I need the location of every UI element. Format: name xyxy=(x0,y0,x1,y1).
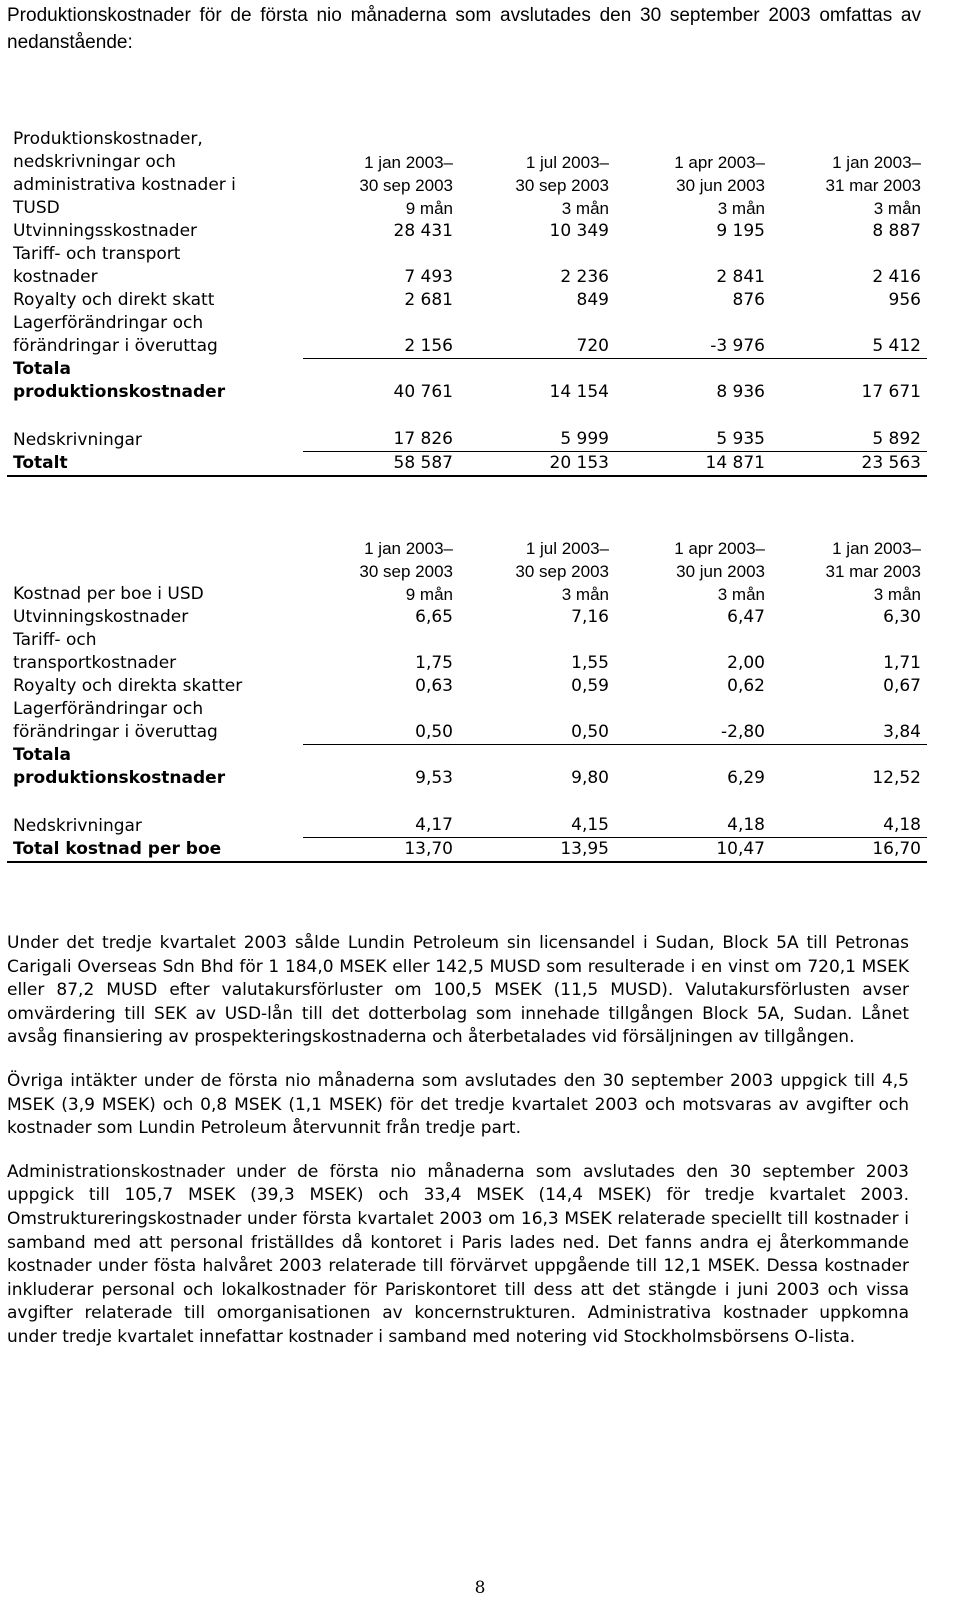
spacer-cell xyxy=(771,790,927,814)
spacer-cell xyxy=(615,790,771,814)
value-cell: 720 xyxy=(459,312,615,358)
text-line: Tariff- och transport xyxy=(13,244,181,264)
value-cell: 6,47 xyxy=(727,607,765,627)
value-cell: 23 563 xyxy=(771,452,927,477)
text-line: 30 jun 2003 xyxy=(676,562,765,581)
value-cell: 28 431 xyxy=(393,221,453,241)
value-cell: 4,18 xyxy=(771,814,927,838)
row-label xyxy=(7,744,303,790)
spacer-cell xyxy=(303,790,459,814)
text-line: kostnader xyxy=(13,267,98,287)
value-cell: 14 154 xyxy=(549,382,609,402)
production-cost-table xyxy=(7,128,927,477)
value-cell: 6,65 xyxy=(415,607,453,627)
spacer-row xyxy=(7,790,927,814)
period-header xyxy=(459,537,615,606)
header-label xyxy=(7,537,303,606)
value-cell: 16,70 xyxy=(771,838,927,863)
text-line: 3 mån xyxy=(717,585,765,604)
text-line: produktionskostnader xyxy=(13,768,226,788)
value-cell: 8 936 xyxy=(716,382,765,402)
period-header xyxy=(615,537,771,606)
text-line: Royalty och direkt skatt xyxy=(13,290,215,310)
text-line: 1 jan 2003– xyxy=(364,539,453,558)
spacer-cell xyxy=(771,404,927,428)
value-cell: 1,55 xyxy=(571,653,609,673)
table-row xyxy=(7,289,927,312)
text-line: 1 jul 2003– xyxy=(525,153,609,172)
value-cell: 0,63 xyxy=(415,676,453,696)
intro-text: Produktionskostnader för de första nio månaderna som avslutades den 30 september 2003 omfattas av nedanstående: xyxy=(7,5,921,53)
text-line: 30 sep 2003 xyxy=(359,176,453,195)
row-label xyxy=(7,606,303,629)
row-label xyxy=(7,814,303,838)
value-cell: 4,15 xyxy=(459,814,615,838)
period-header xyxy=(303,128,459,220)
text-line: 1 jan 2003– xyxy=(832,539,921,558)
spacer-cell xyxy=(7,790,303,814)
row-label xyxy=(7,220,303,243)
text-line: Total kostnad per boe xyxy=(13,839,222,859)
value-cell: 4,17 xyxy=(303,814,459,838)
table-row xyxy=(7,452,927,477)
table-row xyxy=(7,220,927,243)
value-cell: 2 416 xyxy=(872,267,921,287)
text-line: 3 mån xyxy=(561,585,609,604)
value-cell: 5 935 xyxy=(615,428,771,452)
value-cell: 17 671 xyxy=(861,382,921,402)
period-header xyxy=(771,537,927,606)
paragraph-admin-costs: Administrationskostnader under de första nio månaderna som avslutades den 30 september 2003 uppgick till 105,7 MSEK (39,3 MSEK) och 33,4 MSEK (14,4 MSEK) för tredje kvartalet 2003. Omstruktureringskostnader under första kvartalet 2003 om 16,3 MSEK relaterade speciellt till kostnader i samband med att personal friställdes då kontoret i Paris lades ned. Det fanns andra ej återkommande kostnader under fösta halvåret 2003 relaterade till förvärvet uppgående till 12,1 MSEK. Dessa kostnader inkluderar personal och lokalkostnader för Pariskontoret till dess att det stängde i juni 2003 och vissa avgifter relaterade till omorganisationen av koncernstrukturen. Administrativa kostnader uppkomna under tredje kvartalet innefattar kostnader i samband med notering vid Stockholmsbörsens O-lista. xyxy=(7,1161,909,1347)
row-label xyxy=(7,629,303,675)
table-row xyxy=(7,606,927,629)
text-line: 30 sep 2003 xyxy=(359,562,453,581)
value-cell: 6,29 xyxy=(727,768,765,788)
text-line: Utvinningsskostnader xyxy=(13,221,198,241)
spacer-cell xyxy=(615,404,771,428)
text-line: produktionskostnader xyxy=(13,382,226,402)
value-cell: 7 493 xyxy=(404,267,453,287)
period-header xyxy=(771,128,927,220)
value-cell: 1,71 xyxy=(883,653,921,673)
table-row xyxy=(7,312,927,358)
text-line: Utvinningskostnader xyxy=(13,607,189,627)
text-line: 30 sep 2003 xyxy=(515,176,609,195)
row-label xyxy=(7,675,303,698)
text-line: transportkostnader xyxy=(13,653,177,673)
body-text xyxy=(7,932,909,1370)
text-line: 3 mån xyxy=(873,585,921,604)
period-header xyxy=(303,537,459,606)
text-line: 31 mar 2003 xyxy=(825,176,921,195)
value-cell: 5 999 xyxy=(459,428,615,452)
row-label xyxy=(7,452,303,477)
table-row xyxy=(7,814,927,838)
table-row xyxy=(7,243,927,289)
value-cell: 17 826 xyxy=(303,428,459,452)
value-cell: 20 153 xyxy=(459,452,615,477)
text-line: Totala xyxy=(13,359,71,379)
text-line: 3 mån xyxy=(561,199,609,218)
value-cell: 0,67 xyxy=(883,676,921,696)
period-header xyxy=(459,128,615,220)
text-line: Tariff- och xyxy=(13,630,97,650)
paragraph-sudan-sale: Under det tredje kvartalet 2003 sålde Lundin Petroleum sin licensandel i Sudan, Block 5A till Petronas Carigali Overseas Sdn Bhd för 1 184,0 MSEK eller 142,5 MUSD som resulterade i en vinst om 720,1 MSEK eller 87,2 MUSD efter valutakursförluster om 100,5 MSEK (11,5 MUSD). Valutakursförlusten avser omvärdering till SEK av USD-lån till det dotterbolag som innehade tillgången Block 5A, Sudan. Lånet avsåg finansiering av prospekteringskostnaderna och återbetalades vid försäljningen av tillgången. xyxy=(7,933,909,1048)
value-cell: 5 892 xyxy=(771,428,927,452)
table-row xyxy=(7,358,927,404)
value-cell: 2,00 xyxy=(727,653,765,673)
value-cell: 10,47 xyxy=(615,838,771,863)
row-label xyxy=(7,838,303,863)
text-line: 30 sep 2003 xyxy=(515,562,609,581)
text-line: 1 jul 2003– xyxy=(525,539,609,558)
text-line: 3 mån xyxy=(873,199,921,218)
text-line: nedskrivningar och xyxy=(13,152,176,172)
value-cell: 849 xyxy=(576,290,609,310)
table-row xyxy=(7,675,927,698)
value-cell: 6,30 xyxy=(883,607,921,627)
row-label xyxy=(7,243,303,289)
header-row xyxy=(7,537,927,606)
value-cell: 13,70 xyxy=(303,838,459,863)
value-cell: 0,62 xyxy=(727,676,765,696)
row-label xyxy=(7,428,303,452)
value-cell: 12,52 xyxy=(872,768,921,788)
table-row xyxy=(7,698,927,744)
row-label xyxy=(7,289,303,312)
value-cell: 3,84 xyxy=(771,698,927,744)
cost-per-boe-table xyxy=(7,537,927,863)
text-line: 30 jun 2003 xyxy=(676,176,765,195)
table-row xyxy=(7,838,927,863)
spacer-cell xyxy=(303,404,459,428)
text-line: 31 mar 2003 xyxy=(825,562,921,581)
row-label xyxy=(7,312,303,358)
spacer-cell xyxy=(459,790,615,814)
value-cell: 9,53 xyxy=(415,768,453,788)
value-cell: 4,18 xyxy=(615,814,771,838)
value-cell: 8 887 xyxy=(872,221,921,241)
text-line: administrativa kostnader i xyxy=(13,175,236,195)
text-line: Lagerförändringar och xyxy=(13,313,204,333)
value-cell: 0,59 xyxy=(571,676,609,696)
text-line: 9 mån xyxy=(405,585,453,604)
page-number: 8 xyxy=(474,1578,486,1598)
value-cell: 2 681 xyxy=(404,290,453,310)
value-cell: 2 841 xyxy=(716,267,765,287)
text-line: Totala xyxy=(13,745,71,765)
text-line: Royalty och direkta skatter xyxy=(13,676,243,696)
text-line: Lagerförändringar och xyxy=(13,699,204,719)
value-cell: 956 xyxy=(888,290,921,310)
value-cell: 9 195 xyxy=(716,221,765,241)
value-cell: 2 156 xyxy=(303,312,459,358)
value-cell: 7,16 xyxy=(571,607,609,627)
text-line: 9 mån xyxy=(405,199,453,218)
text-line: Nedskrivningar xyxy=(13,429,142,450)
spacer-cell xyxy=(459,404,615,428)
value-cell: 14 871 xyxy=(615,452,771,477)
text-line: Totalt xyxy=(13,453,68,473)
header-row xyxy=(7,128,927,220)
text-line: 1 apr 2003– xyxy=(674,153,765,172)
row-label xyxy=(7,698,303,744)
value-cell: 58 587 xyxy=(303,452,459,477)
value-cell: 0,50 xyxy=(459,698,615,744)
table-row xyxy=(7,629,927,675)
value-cell: 876 xyxy=(732,290,765,310)
text-line: 3 mån xyxy=(717,199,765,218)
text-line: förändringar i överuttag xyxy=(13,722,218,742)
text-line: 1 jan 2003– xyxy=(832,153,921,172)
text-line: Kostnad per boe i USD xyxy=(13,584,204,604)
table-row xyxy=(7,428,927,452)
value-cell: 40 761 xyxy=(393,382,453,402)
text-line: 1 jan 2003– xyxy=(364,153,453,172)
text-line: Nedskrivningar xyxy=(13,815,142,836)
table-row xyxy=(7,744,927,790)
value-cell: 2 236 xyxy=(560,267,609,287)
period-header xyxy=(615,128,771,220)
value-cell: -3 976 xyxy=(615,312,771,358)
spacer-cell xyxy=(7,404,303,428)
value-cell: 0,50 xyxy=(303,698,459,744)
value-cell: 10 349 xyxy=(549,221,609,241)
value-cell: 13,95 xyxy=(459,838,615,863)
value-cell: 9,80 xyxy=(571,768,609,788)
paragraph-other-income: Övriga intäkter under de första nio månaderna som avslutades den 30 september 2003 uppgick till 4,5 MSEK (3,9 MSEK) och 0,8 MSEK (1,1 MSEK) för det tredje kvartalet 2003 och motsvaras av avgifter och kostnader som Lundin Petroleum återvunnit från tredje part. xyxy=(7,1070,909,1139)
text-line: TUSD xyxy=(13,198,60,218)
value-cell: 1,75 xyxy=(415,653,453,673)
text-line: Produktionskostnader, xyxy=(13,129,203,149)
text-line: förändringar i överuttag xyxy=(13,336,218,356)
value-cell: 5 412 xyxy=(771,312,927,358)
text-line: 1 apr 2003– xyxy=(674,539,765,558)
row-label xyxy=(7,358,303,404)
spacer-row xyxy=(7,404,927,428)
header-label xyxy=(7,128,303,220)
value-cell: -2,80 xyxy=(615,698,771,744)
